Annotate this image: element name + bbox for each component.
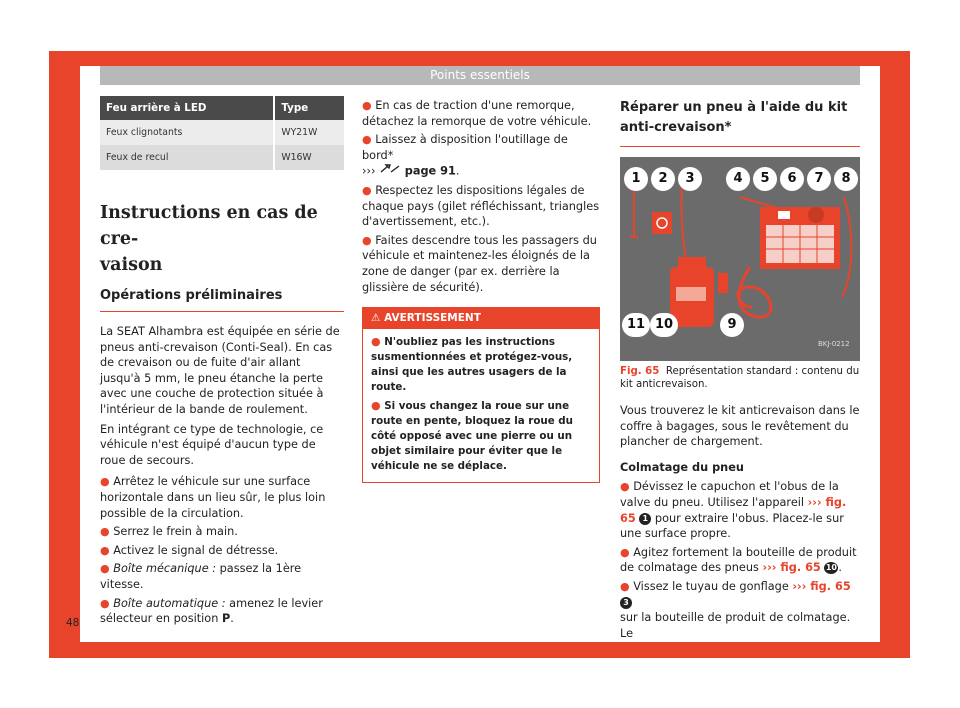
figure-link[interactable]: ››› fig. 65 <box>792 579 851 593</box>
list-item: ● Si vous changez la roue sur une route en pente, bloquez la roue du côté opposé avec une pierre ou un objet similaire pour éviter que le véhicule ne se déplace. <box>371 399 574 473</box>
callout-8: 8 <box>834 167 858 191</box>
table-header-cell: Type <box>274 96 344 120</box>
kit-figure <box>620 157 860 361</box>
list-item: ● En cas de traction d'une remorque, détachez la remorque de votre véhicule. <box>362 99 592 128</box>
callout-10: 10 <box>650 313 678 337</box>
bullet-icon: ● <box>362 99 372 112</box>
list-item: ● Vissez le tuyau de gonflage ››› fig. 65 3 sur la bouteille de produit de colmatage. Le <box>620 579 851 640</box>
bullet-icon: ● <box>362 233 372 247</box>
figure-link[interactable]: ››› fig. 65 <box>762 561 821 575</box>
list-item: ● Arrêtez le véhicule sur une surface horizontale dans un lieu sûr, le plus loin possible de la circulation. <box>100 475 326 520</box>
callout-ref: 1 <box>639 513 651 525</box>
figure-code: BKJ-0212 <box>818 340 850 348</box>
callout-5: 5 <box>753 167 777 191</box>
paragraph: En intégrant ce type de technologie, ce véhicule n'est équipé d'aucun type de roue de secours. <box>100 422 324 467</box>
bullet-icon: ● <box>620 480 630 494</box>
callout-1: 1 <box>624 167 648 191</box>
callout-11: 11 <box>622 313 650 337</box>
list-item: ● Boîte automatique : amenez le levier sélecteur en position P. <box>100 596 323 626</box>
warning-box <box>362 307 600 483</box>
table-cell: W16W <box>274 145 344 170</box>
bullet-icon: ● <box>620 545 630 559</box>
list-item: ● Faites descendre tous les passagers du véhicule et maintenez-les éloignés de la zone de danger (par ex. derrière la glissière de sécurité). <box>362 233 597 294</box>
section-title <box>100 200 344 278</box>
figure-caption: Fig. 65 Représentation standard : contenu du kit anticrevaison. <box>620 366 860 390</box>
bulb-table <box>100 96 344 170</box>
callout-ref: 3 <box>620 597 632 609</box>
list-item: ● Laissez à disposition l'outillage de bord* ››› page 91. <box>362 132 600 180</box>
bullet-icon: ● <box>371 335 381 349</box>
paragraph: La SEAT Alhambra est équipée en série de pneus anti-crevaison (Conti-Seal). En cas de crevaison ou de fuite d'air allant jusqu'à 5 mm, le pneu étanche la perte avec une couche de protection située à l'intérieur de la bande de roulement. <box>100 325 340 416</box>
subheading: Colmatage du pneu <box>620 460 744 474</box>
bullet-icon: ● <box>100 562 110 576</box>
list-item: ● Activez le signal de détresse. <box>100 543 279 557</box>
bullet-icon: ● <box>100 543 110 557</box>
callout-ref: 10 <box>825 563 837 573</box>
table-cell: Feux clignotants <box>100 120 274 145</box>
bullet-icon: ● <box>620 579 630 593</box>
bullet-icon: ● <box>100 475 110 489</box>
table-row <box>100 120 344 145</box>
warning-triangle-icon: ⚠ <box>371 312 381 325</box>
section-subtitle: Réparer un pneu à l'aide du kit anti-crevaison* <box>620 98 860 147</box>
table-header-cell: Feu arrière à LED <box>100 96 274 120</box>
page-number: 48 <box>66 617 80 629</box>
callout-9: 9 <box>720 313 744 337</box>
figure-link[interactable]: ››› fig. 65 <box>620 495 847 525</box>
table-row <box>100 145 344 170</box>
list-item: ● Respectez les dispositions légales de chaque pays (gilet réfléchissant, triangles d'avertissement, etc.). <box>362 183 600 229</box>
list-item: ● Agitez fortement la bouteille de produit de colmatage des pneus ››› fig. 65 10. <box>620 545 857 575</box>
bullet-icon: ● <box>362 183 372 197</box>
callout-3: 3 <box>678 167 702 191</box>
warning-header: ⚠ AVERTISSEMENT <box>363 308 599 329</box>
bullet-icon: ● <box>100 596 110 610</box>
callout-4: 4 <box>726 167 750 191</box>
bullet-icon: ● <box>100 525 110 539</box>
list-item: ● N'oubliez pas les instructions susmentionnées et protégez-vous, ainsi que les autres usagers de la route. <box>371 335 573 394</box>
bullet-icon: ● <box>362 133 372 147</box>
column-right <box>620 98 860 641</box>
page-link[interactable]: page 91 <box>404 164 456 178</box>
page-header: Points essentiels <box>100 66 860 85</box>
column-left <box>100 96 344 627</box>
callout-7: 7 <box>807 167 831 191</box>
list-item: ● Serrez le frein à main. <box>100 525 238 539</box>
bullet-icon: ● <box>371 399 381 413</box>
section-title-line: Instructions en cas de cre- <box>100 203 318 249</box>
section-subtitle: Opérations préliminaires <box>100 288 344 312</box>
paragraph: Vous trouverez le kit anticrevaison dans le coffre à bagages, sous le revêtement du plancher de chargement. <box>620 404 860 449</box>
list-item: ● Dévissez le capuchon et l'obus de la valve du pneu. Utilisez l'appareil ››› fig. 65 1 pour extraire l'obus. Placez-le sur une surface propre. <box>620 480 847 541</box>
section-title-line: vaison <box>100 255 163 275</box>
callout-2: 2 <box>651 167 675 191</box>
list-item: ● Boîte mécanique : passez la 1ère vitesse. <box>100 562 302 591</box>
toolkit-icon <box>379 163 401 180</box>
callout-6: 6 <box>780 167 804 191</box>
column-middle <box>362 98 600 483</box>
table-cell: Feux de recul <box>100 145 274 170</box>
table-cell: WY21W <box>274 120 344 145</box>
